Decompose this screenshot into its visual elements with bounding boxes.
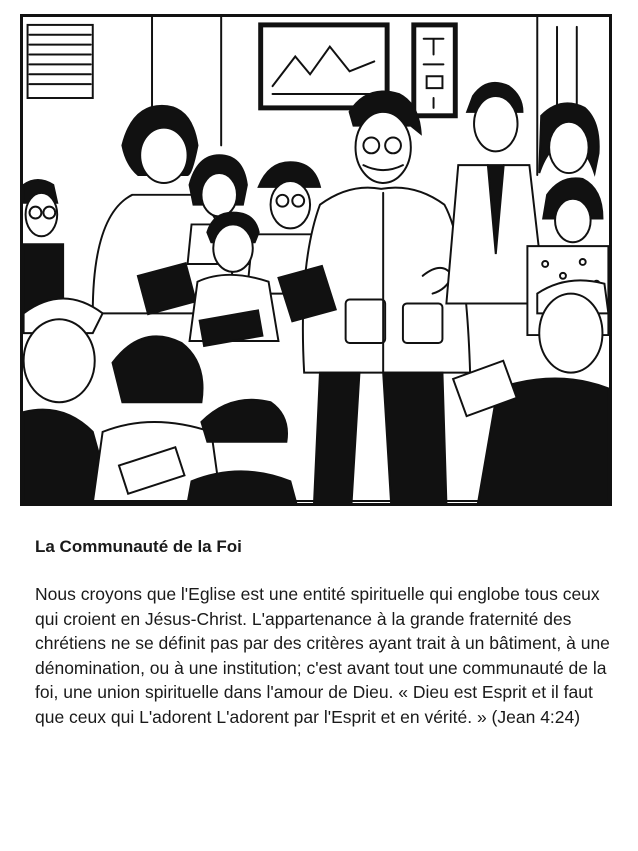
section-body: Nous croyons que l'Eglise est une entité spirituelle qui englobe tous ceux qui croient en Jésus-Christ. L'appartenance à la grande fraternité des chrétiens ne se définit pas par des critères ayant trait à un bâtiment, à une dénomination, ou à une institution; c'est avant tout une communauté de la foi, une union spirituelle dans l'amour de Dieu. « Dieu est Esprit et il faut que ceux qui L'adorent L'adorent par l'Esprit et en vérité. » (Jean 4:24) <box>35 584 610 727</box>
comic-illustration <box>20 14 612 506</box>
leader-with-glasses-holding-bible <box>278 91 470 503</box>
calligraphy-scroll <box>414 25 455 116</box>
section-title: La Communauté de la Foi <box>35 537 242 556</box>
window-blinds <box>28 25 93 98</box>
group-bible-study-drawing <box>23 17 609 503</box>
woman-right-top <box>539 103 598 173</box>
